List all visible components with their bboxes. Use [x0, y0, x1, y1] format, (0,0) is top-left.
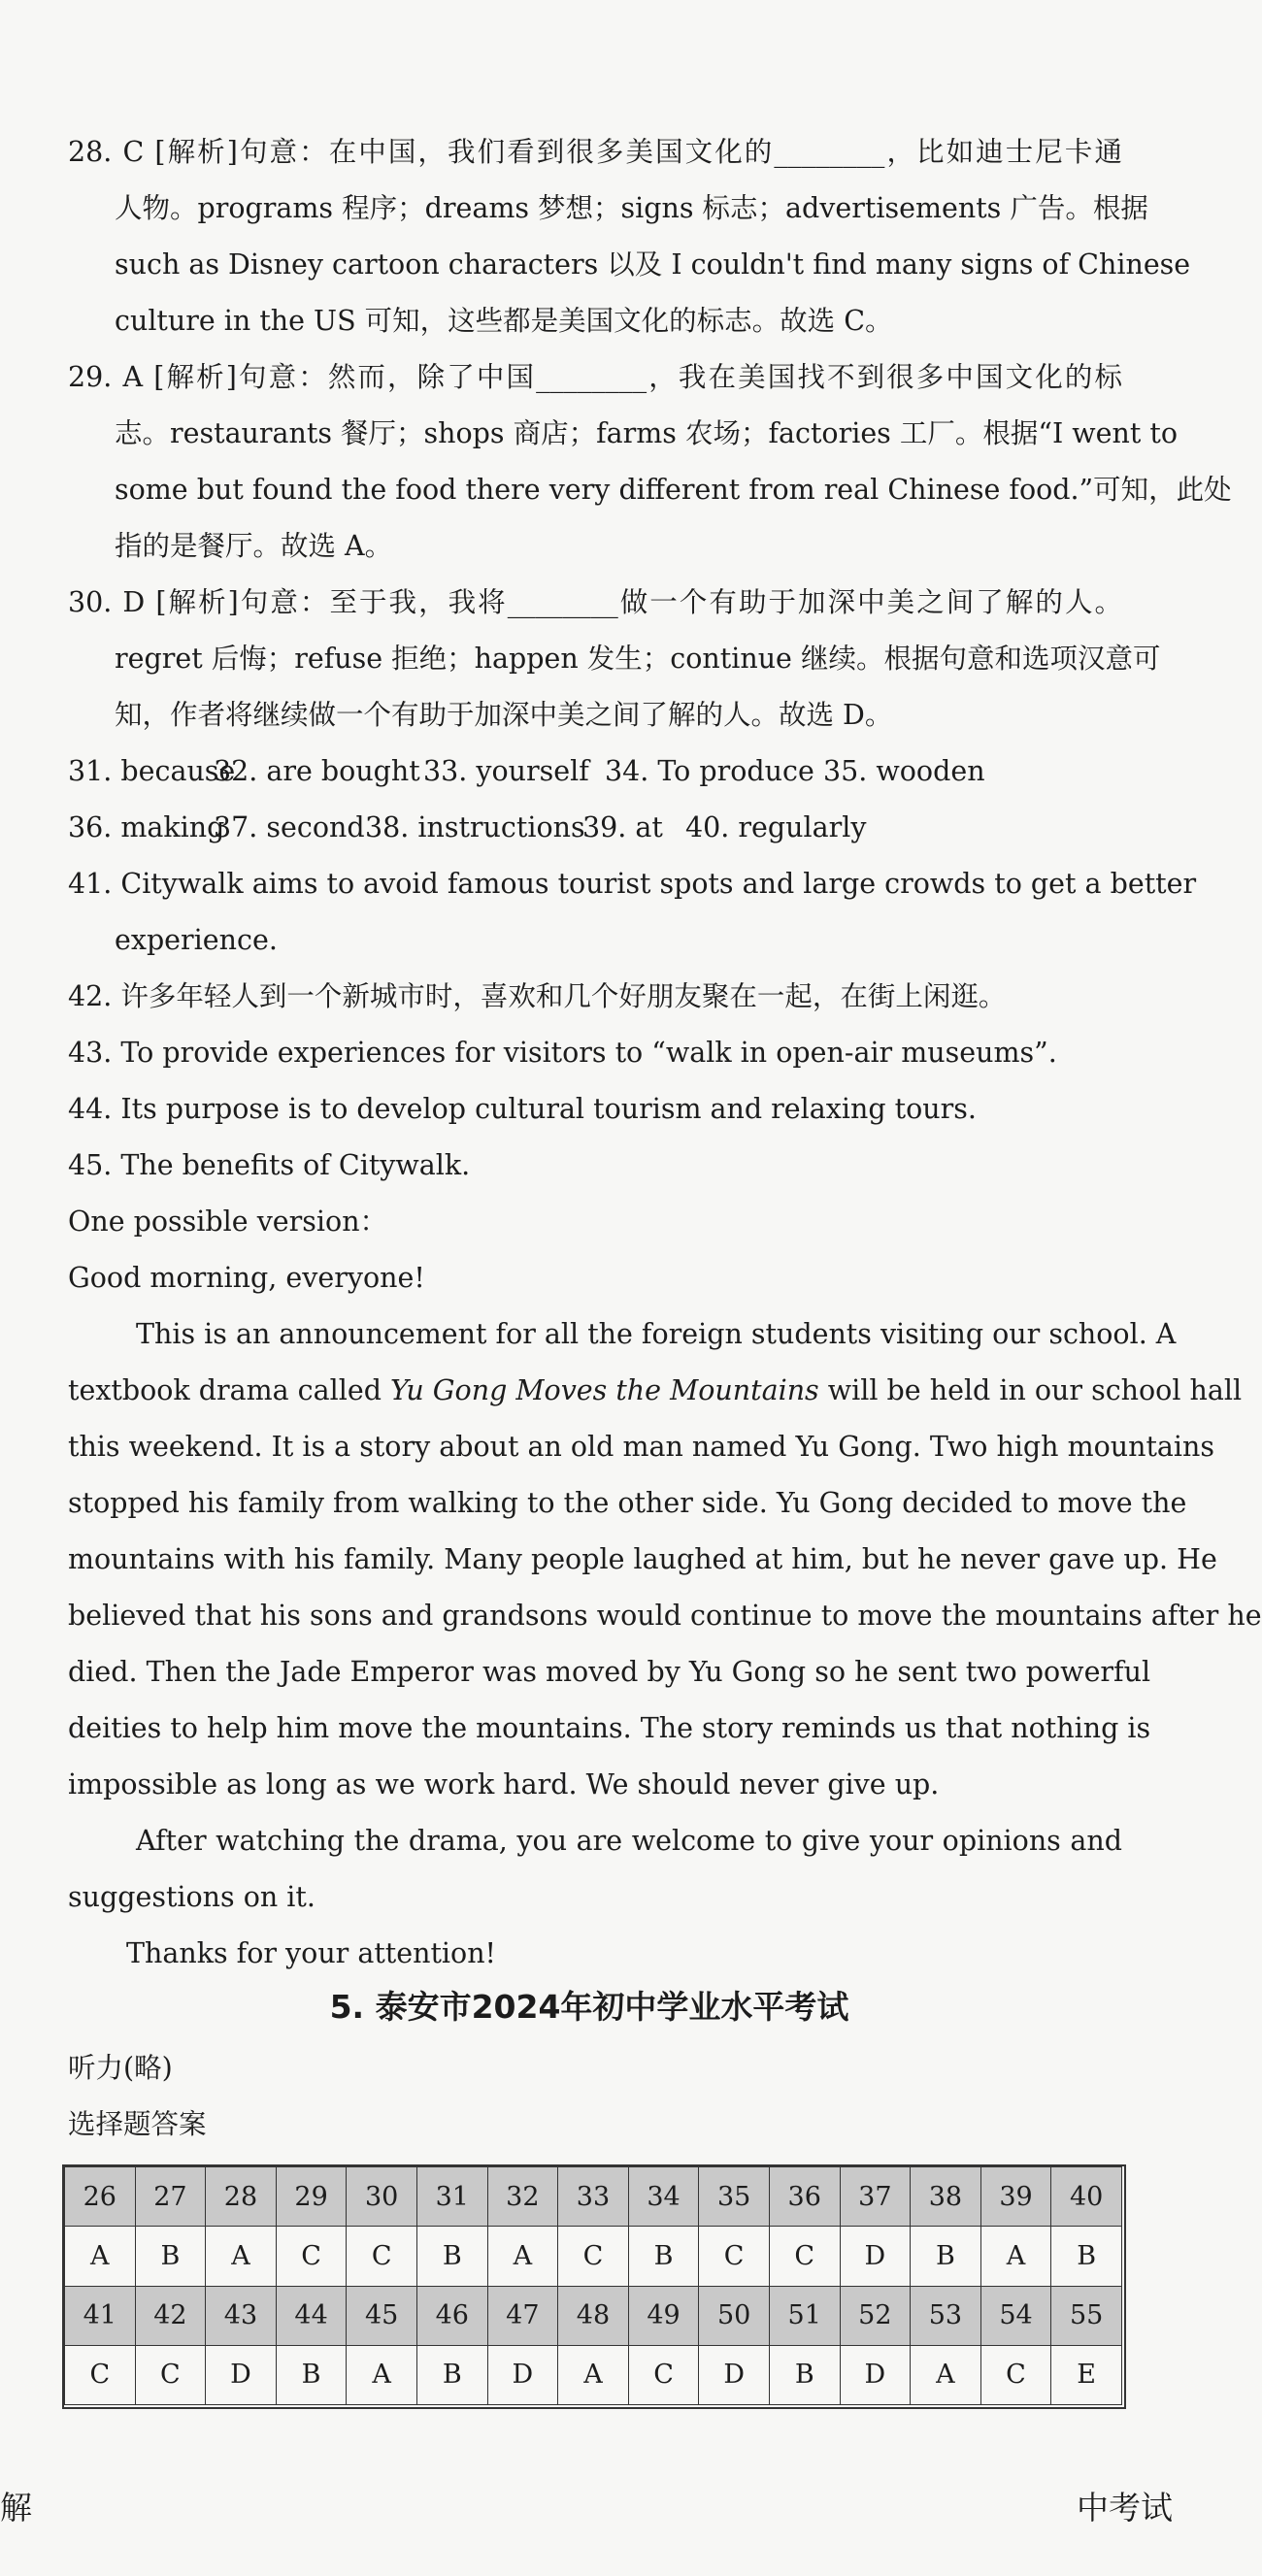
fill-answer: 38. instructions — [365, 811, 585, 843]
q41-line-2: experience. — [115, 924, 278, 956]
essay-p1-line-8: deities to help him move the mountains. The story reminds us that nothing is — [68, 1712, 1151, 1744]
table-row-answers — [65, 2345, 1122, 2404]
question-number: 35 — [699, 2167, 770, 2227]
essay-p1-line-2 — [68, 1363, 1243, 1419]
answer-cell: C — [769, 2227, 840, 2286]
question-number: 46 — [416, 2286, 487, 2345]
footer-right-text: 中考试 — [1077, 2489, 1173, 2526]
question-number: 34 — [628, 2167, 699, 2227]
section-title: 5. 泰安市2024年初中学业水平考试 — [329, 1988, 849, 2026]
essay-p2-line-1: After watching the drama, you are welcome to give your opinions and — [136, 1825, 1122, 1857]
answer-cell: A — [980, 2227, 1051, 2286]
fill-answer: 40. regularly — [685, 811, 867, 843]
q44-answer: 44. Its purpose is to develop cultural tourism and relaxing tours. — [68, 1093, 977, 1125]
fill-answer: 35. wooden — [823, 755, 985, 787]
question-number: 48 — [558, 2286, 629, 2345]
q29-line-1: 29. A [解析]句意：然而，除了中国________，我在美国找不到很多中国文化的标 — [68, 361, 1122, 393]
q29-line-3: some but found the food there very different from real Chinese food.”可知，此处 — [115, 474, 1232, 506]
answer-cell: C — [628, 2345, 699, 2404]
answer-cell: A — [206, 2227, 277, 2286]
essay-intro: One possible version： — [68, 1205, 388, 1238]
fill-answer: 32. are bought — [214, 755, 420, 787]
answer-cell: E — [1051, 2345, 1122, 2404]
fill-answer: 36. making — [68, 811, 225, 843]
q45-answer: 45. The benefits of Citywalk. — [68, 1149, 471, 1181]
fill-answers-row-1 — [68, 743, 1122, 800]
answer-cell: C — [558, 2227, 629, 2286]
drama-title: Yu Gong Moves the Mountains — [390, 1374, 819, 1406]
essay-p1-line-5: mountains with his family. Many people laughed at him, but he never gave up. He — [68, 1543, 1217, 1575]
question-number: 37 — [840, 2167, 911, 2227]
answer-cell: A — [558, 2345, 629, 2404]
answer-cell: B — [135, 2227, 206, 2286]
question-number: 39 — [980, 2167, 1051, 2227]
question-number: 38 — [911, 2167, 981, 2227]
question-number: 45 — [347, 2286, 417, 2345]
answer-cell: D — [840, 2345, 911, 2404]
answer-cell: B — [911, 2227, 981, 2286]
question-number: 41 — [65, 2286, 136, 2345]
q43-answer: 43. To provide experiences for visitors to “walk in open-air museums”. — [68, 1037, 1057, 1069]
question-number: 49 — [628, 2286, 699, 2345]
answer-cell: C — [135, 2345, 206, 2404]
question-number: 42 — [135, 2286, 206, 2345]
answer-cell: A — [347, 2345, 417, 2404]
essay-p1-line-1: This is an announcement for all the foreign students visiting our school. A — [136, 1318, 1177, 1350]
answer-cell: C — [347, 2227, 417, 2286]
answer-cell: C — [699, 2227, 770, 2286]
table-row-numbers — [65, 2167, 1122, 2227]
essay-p1-line-9: impossible as long as we work hard. We should never give up. — [68, 1768, 940, 1800]
essay-text: will be held in our school hall — [827, 1374, 1243, 1406]
question-number: 47 — [487, 2286, 558, 2345]
essay-p2-line-2: suggestions on it. — [68, 1881, 316, 1913]
question-number: 52 — [840, 2286, 911, 2345]
fill-answer: 39. at — [582, 811, 663, 843]
q42-answer: 42. 许多年轻人到一个新城市时，喜欢和几个好朋友聚在一起，在街上闲逛。 — [68, 980, 1007, 1012]
question-number: 55 — [1051, 2286, 1122, 2345]
fill-answer: 33. yourself — [423, 755, 589, 787]
listening-note: 听力(略) — [68, 2052, 173, 2084]
answer-cell: D — [699, 2345, 770, 2404]
question-number: 29 — [276, 2167, 347, 2227]
q29-line-4: 指的是餐厅。故选 A。 — [115, 530, 393, 562]
table-row-numbers — [65, 2286, 1122, 2345]
answer-cell: A — [911, 2345, 981, 2404]
question-number: 51 — [769, 2286, 840, 2345]
question-number: 50 — [699, 2286, 770, 2345]
question-number: 53 — [911, 2286, 981, 2345]
question-number: 26 — [65, 2167, 136, 2227]
answer-cell: B — [416, 2227, 487, 2286]
footer-left-text: 解 — [0, 2489, 32, 2526]
fill-answer: 31. because — [68, 755, 236, 787]
q28-line-1: 28. C [解析]句意：在中国，我们看到很多美国文化的________，比如迪士尼卡通 — [68, 136, 1122, 168]
question-number: 28 — [206, 2167, 277, 2227]
answer-cell: B — [769, 2345, 840, 2404]
answer-cell: C — [276, 2227, 347, 2286]
essay-p1-line-4: stopped his family from walking to the other side. Yu Gong decided to move the — [68, 1487, 1187, 1519]
q30-line-2: regret 后悔；refuse 拒绝；happen 发生；continue 继续。根据句意和选项汉意可 — [115, 643, 1161, 675]
essay-p1-line-3: this weekend. It is a story about an old man named Yu Gong. Two high mountains — [68, 1431, 1215, 1463]
question-number: 43 — [206, 2286, 277, 2345]
essay-closing: Thanks for your attention! — [126, 1937, 497, 1969]
answer-cell: D — [840, 2227, 911, 2286]
question-number: 54 — [980, 2286, 1051, 2345]
essay-p1-line-7: died. Then the Jade Emperor was moved by Yu Gong so he sent two powerful — [68, 1656, 1151, 1688]
answer-cell: B — [276, 2345, 347, 2404]
fill-answer: 37. second — [214, 811, 365, 843]
answer-cell: B — [416, 2345, 487, 2404]
essay-p1-line-6: believed that his sons and grandsons would continue to move the mountains after he — [68, 1600, 1262, 1632]
answer-cell: B — [1051, 2227, 1122, 2286]
q30-line-1: 30. D [解析]句意：至于我，我将________做一个有助于加深中美之间了解的人。 — [68, 586, 1122, 618]
question-number: 32 — [487, 2167, 558, 2227]
answer-cell: C — [980, 2345, 1051, 2404]
answer-cell: A — [487, 2227, 558, 2286]
answer-cell: C — [65, 2345, 136, 2404]
essay-text: textbook drama called — [68, 1374, 382, 1406]
question-number: 33 — [558, 2167, 629, 2227]
question-number: 30 — [347, 2167, 417, 2227]
choice-answers-heading: 选择题答案 — [68, 2108, 207, 2140]
q28-line-3: such as Disney cartoon characters 以及 I couldn't find many signs of Chinese — [115, 248, 1191, 281]
essay-greeting: Good morning, everyone! — [68, 1262, 425, 1294]
question-number: 31 — [416, 2167, 487, 2227]
question-number: 44 — [276, 2286, 347, 2345]
answer-table — [64, 2166, 1122, 2405]
answer-cell: A — [65, 2227, 136, 2286]
q30-line-3: 知，作者将继续做一个有助于加深中美之间了解的人。故选 D。 — [115, 699, 893, 731]
q29-line-2: 志。restaurants 餐厅；shops 商店；farms 农场；factories 工厂。根据“I went to — [115, 417, 1178, 449]
answer-cell: D — [487, 2345, 558, 2404]
q41-line-1: 41. Citywalk aims to avoid famous tourist spots and large crowds to get a better — [68, 868, 1197, 900]
answer-cell: B — [628, 2227, 699, 2286]
fill-answers-row-2 — [68, 800, 1122, 856]
fill-answer: 34. To produce — [605, 755, 814, 787]
q28-line-4: culture in the US 可知，这些都是美国文化的标志。故选 C。 — [115, 305, 893, 337]
table-row-answers — [65, 2227, 1122, 2286]
question-number: 36 — [769, 2167, 840, 2227]
answer-cell: D — [206, 2345, 277, 2404]
question-number: 27 — [135, 2167, 206, 2227]
question-number: 40 — [1051, 2167, 1122, 2227]
q28-line-2: 人物。programs 程序；dreams 梦想；signs 标志；advertisements 广告。根据 — [115, 192, 1148, 224]
